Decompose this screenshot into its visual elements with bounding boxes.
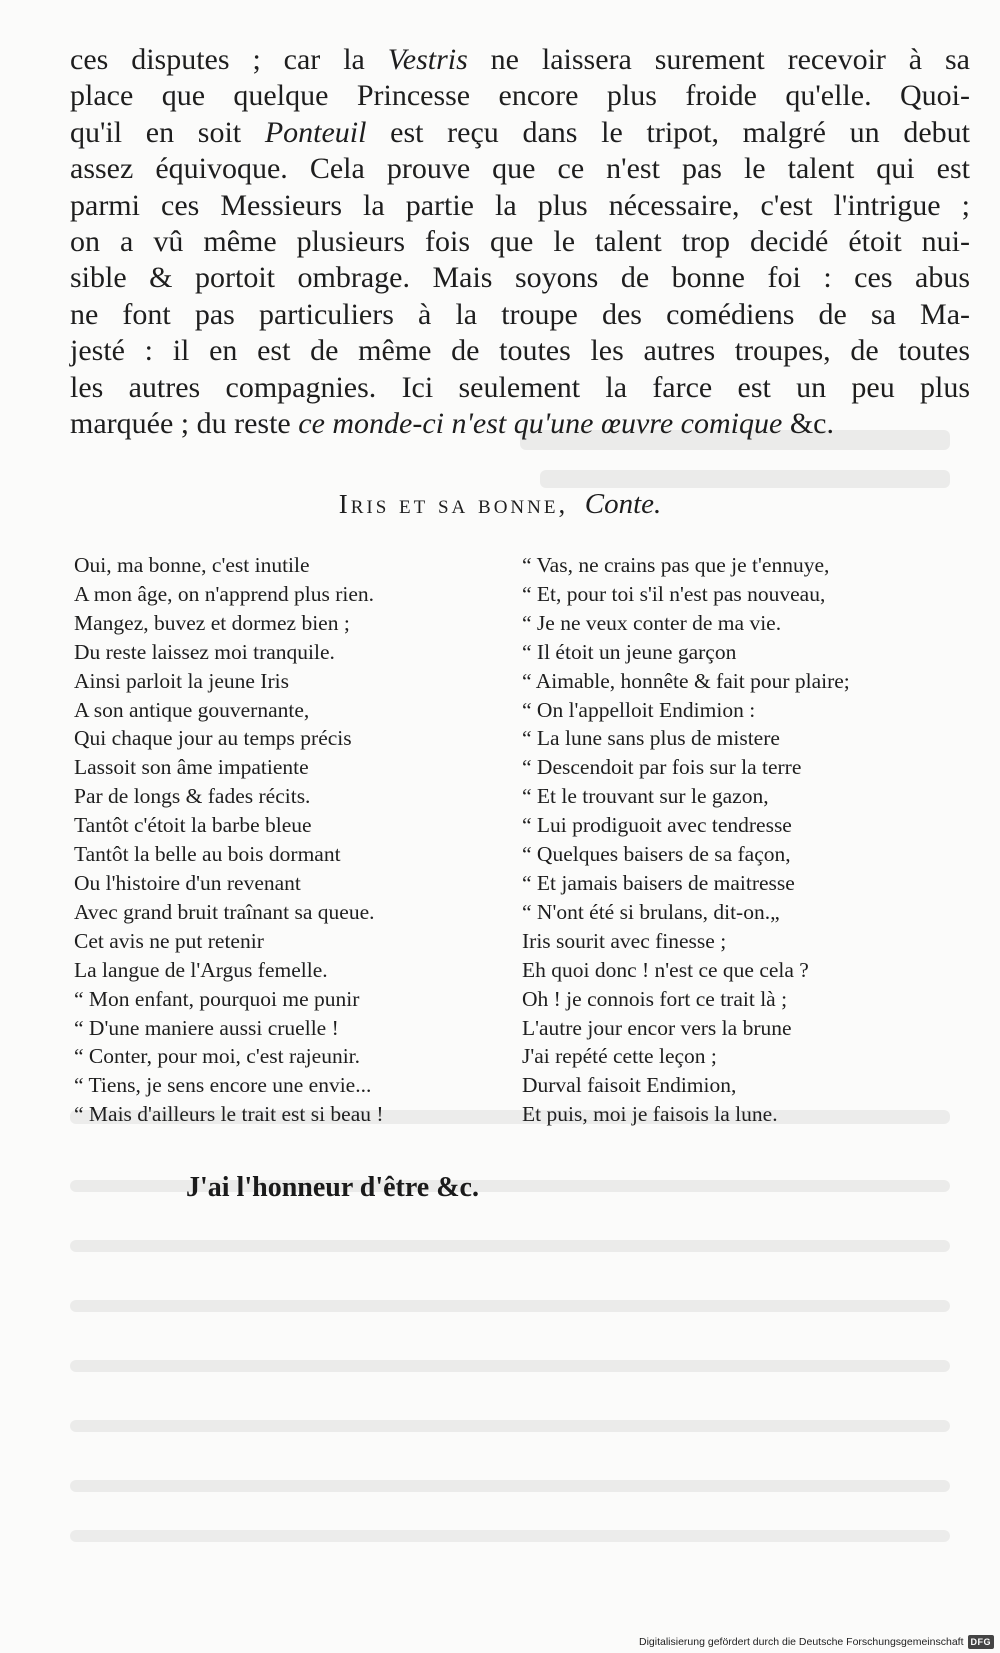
text-run: place que quelque Princesse encore plus froide qu'elle. Quoi- [70,79,970,113]
poem-verse: “ Mon enfant, pourquoi me punir [74,986,360,1011]
poem-verse: “ Descendoit par fois sur la terre [522,755,802,780]
prose-line [70,115,970,151]
poem-verse: Par de longs & fades récits. [74,784,311,809]
poem-verse: Ou l'histoire d'un revenant [74,870,301,895]
poem-verse: “ Quelques baisers de sa façon, [522,842,791,867]
poem-verse: L'autre jour encor vers la brune [522,1015,792,1040]
italic-phrase: Vestris [387,43,468,76]
poem-verse: “ Tiens, je sens encore une envie... [74,1073,372,1098]
text-run: &c. [782,407,834,441]
prose-line [70,333,970,369]
text-run: marquée ; du reste [70,407,299,441]
poem-verse: Eh quoi donc ! n'est ce que cela ? [522,957,809,982]
digitization-footer [639,1635,994,1649]
prose-line [70,78,970,114]
text-run: parmi ces Messieurs la partie la plus nécessaire, c'est l'intrigue ; [70,188,970,222]
prose-line [70,151,970,187]
poem-verse: Lassoit son âme impatiente [74,755,309,780]
text-run: qu'il en soit [70,115,265,149]
poem-genre: Conte. [584,488,662,520]
poem-verse: Tantôt c'étoit la barbe bleue [74,813,312,838]
poem-verse: “ N'ont été si brulans, dit-on.„ [522,899,780,924]
poem-verse: “ On l'appelloit Endimion : [522,697,756,722]
poem-verse: Qui chaque jour au temps précis [74,726,352,751]
text-run: jesté : il en est de même de toutes les autres troupes, de toutes [70,334,970,368]
poem-verse: “ Il étoit un jeune garçon [522,639,737,664]
poem-verse: “ Aimable, honnête & fait pour plaire; [522,668,850,693]
poem-verse: Du reste laissez moi tranquile. [74,639,335,664]
text-run: on a vû même plusieurs fois que le talent trop decidé étoit nui- [70,225,970,259]
poem-verse: “ La lune sans plus de mistere [522,726,780,751]
poem-verse: Et puis, moi je faisois la lune. [522,1102,778,1127]
poem-verse: “ Et jamais baisers de maitresse [522,870,795,895]
poem-verse: Tantôt la belle au bois dormant [74,842,341,867]
poem-verse: Mangez, buvez et dormez bien ; [74,610,350,635]
italic-phrase: ce monde-ci n'est qu'une œuvre comique [298,407,783,441]
poem-verse: “ Je ne veux conter de ma vie. [522,610,782,635]
poem-verse: “ Et, pour toi s'il n'est pas nouveau, [522,581,826,606]
text-run: sible & portoit ombrage. Mais soyons de bonne foi : ces abus [70,261,970,295]
prose-line [70,188,970,224]
poem-verse: Cet avis ne put retenir [74,928,264,953]
poem-verse: “ Lui prodiguoit avec tendresse [522,813,792,838]
footer-credit: Digitalisierung gefördert durch die Deutsche Forschungsgemeinschaft [638,1636,964,1648]
prose-line [70,42,970,78]
poem-verse: La langue de l'Argus femelle. [74,957,328,982]
poem-verse: A son antique gouvernante, [74,697,310,722]
poem-title [0,488,1000,521]
poem-right-column [522,551,972,1129]
poem-verse: Avec grand bruit traînant sa queue. [74,899,375,924]
closing-formula: J'ai l'honneur d'être &c. [186,1172,479,1203]
poem-verse: Durval faisoit Endimion, [522,1073,737,1098]
text-run: ne font pas particuliers à la troupe des comédiens de sa Ma- [70,297,970,331]
poem-verse: “ Mais d'ailleurs le trait est si beau ! [74,1102,384,1127]
text-run: ne laissera surement recevoir à sa [467,43,970,76]
text-run: est reçu dans le tripot, malgré un debut [366,115,970,149]
poem-verse: Oui, ma bonne, c'est inutile [74,553,310,577]
poem-verse: “ D'une maniere aussi cruelle ! [74,1015,339,1040]
text-run: les autres compagnies. Ici seulement la farce est un peu plus [70,370,970,404]
poem-verse: A mon âge, on n'apprend plus rien. [74,581,375,606]
prose-line [70,370,970,406]
text-run: ces disputes ; car la [70,43,388,76]
text-run: assez équivoque. Cela prouve que ce n'est pas le talent qui est [70,152,970,186]
italic-phrase: Ponteuil [264,115,367,149]
poem-verse: Ainsi parloit la jeune Iris [74,668,289,693]
prose-line [70,406,970,442]
prose-line [70,260,970,296]
prose-paragraph [70,42,970,442]
poem-verse: “ Vas, ne crains pas que je t'ennuye, [522,553,830,577]
poem-left-column [74,551,494,1129]
poem-verse: J'ai repété cette leçon ; [522,1044,717,1069]
poem-title-text: Iris et sa bonne, [338,489,569,519]
poem-verse: “ Conter, pour moi, c'est rajeunir. [74,1044,361,1069]
prose-line [70,224,970,260]
poem-verse: “ Et le trouvant sur le gazon, [522,784,769,809]
dfg-logo: DFG [968,1635,995,1649]
poem-verse: Iris sourit avec finesse ; [522,928,727,953]
prose-line [70,297,970,333]
poem-verse: Oh ! je connois fort ce trait là ; [522,986,788,1011]
